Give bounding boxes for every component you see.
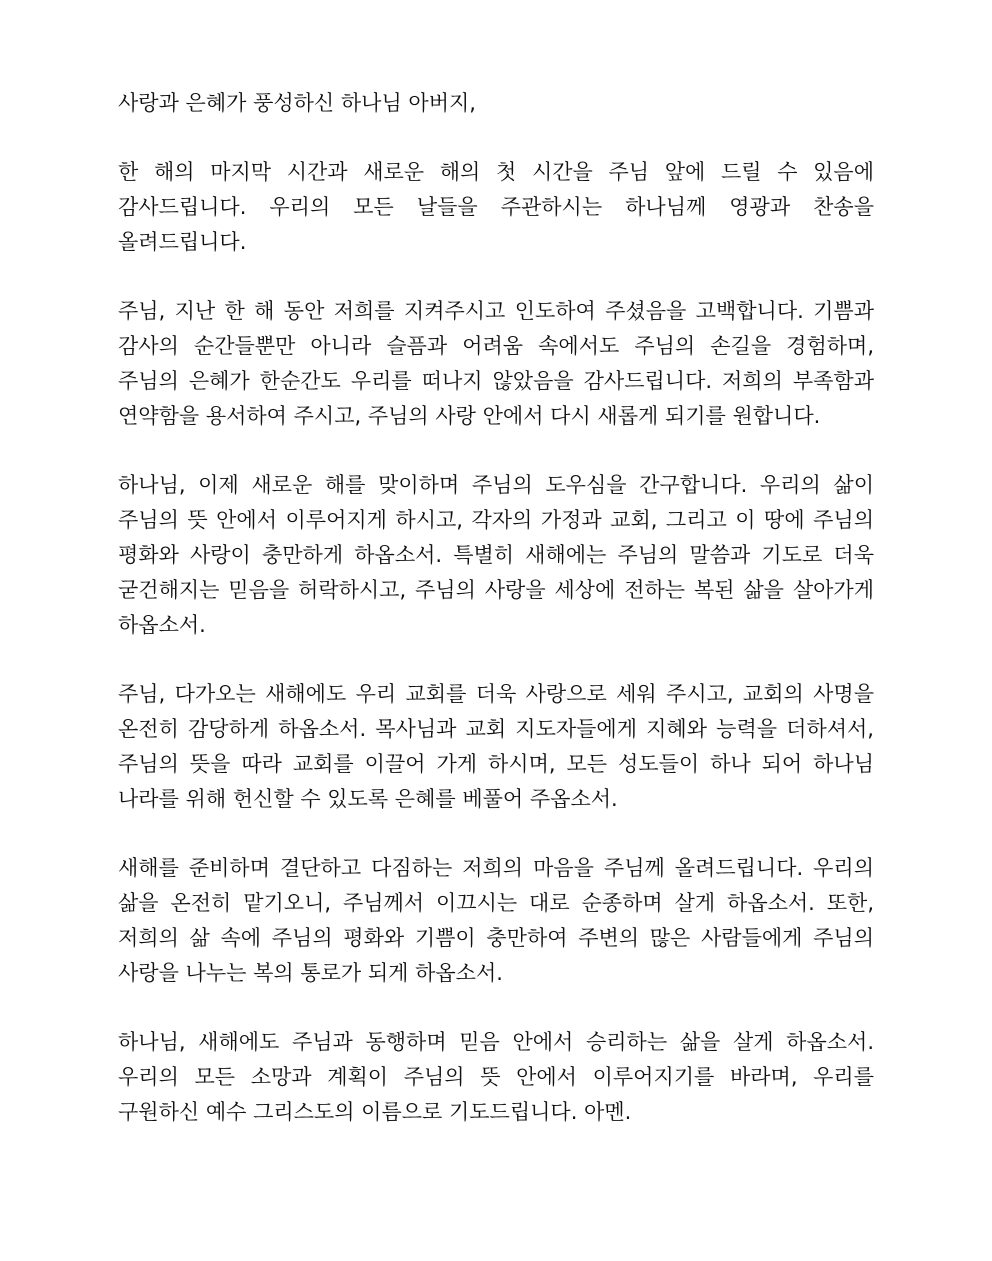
paragraph-closing: 하나님, 새해에도 주님과 동행하며 믿음 안에서 승리하는 삶을 살게 하옵소서. 우리의 모든 소망과 계획이 주님의 뜻 안에서 이루어지기를 바라며, 우리를 구원하신 예수 그리스도의 이름으로 기도드립니다. 아멘. bbox=[118, 1030, 874, 1124]
paragraph-petition: 하나님, 이제 새로운 해를 맞이하며 주님의 도우심을 간구합니다. 우리의 삶이 주님의 뜻 안에서 이루어지게 하시고, 각자의 가정과 교회, 그리고 이 땅에 주님의 평화와 사랑이 충만하게 하옵소서. 특별히 새해에는 주님의 말씀과 기도로 더욱 굳건해지는 믿음을 허락하시고, 주님의 사랑을 세상에 전하는 복된 삶을 살아가게 하옵소서. bbox=[118, 473, 874, 637]
paragraph-confession: 주님, 지난 한 해 동안 저희를 지켜주시고 인도하여 주셨음을 고백합니다. 기쁨과 감사의 순간들뿐만 아니라 슬픔과 어려움 속에서도 주님의 손길을 경험하며, 주님의 은혜가 한순간도 우리를 떠나지 않았음을 감사드립니다. 저희의 부족함과 연약함을 용서하여 주시고, 주님의 사랑 안에서 다시 새롭게 되기를 원합니다. bbox=[118, 299, 874, 428]
prayer-text bbox=[118, 86, 874, 1130]
paragraph-church: 주님, 다가오는 새해에도 우리 교회를 더욱 사랑으로 세워 주시고, 교회의 사명을 온전히 감당하게 하옵소서. 목사님과 교회 지도자들에게 지혜와 능력을 더하셔서, 주님의 뜻을 따라 교회를 이끌어 가게 하시며, 모든 성도들이 하나 되어 하나님 나라를 위해 헌신할 수 있도록 은혜를 베풀어 주옵소서. bbox=[118, 682, 874, 811]
paragraph-salutation: 사랑과 은혜가 풍성하신 하나님 아버지, bbox=[118, 91, 476, 115]
paragraph-thanksgiving: 한 해의 마지막 시간과 새로운 해의 첫 시간을 주님 앞에 드릴 수 있음에 감사드립니다. 우리의 모든 날들을 주관하시는 하나님께 영광과 찬송을 올려드립니다. bbox=[118, 160, 874, 254]
paragraph-resolution: 새해를 준비하며 결단하고 다짐하는 저희의 마음을 주님께 올려드립니다. 우리의 삶을 온전히 맡기오니, 주님께서 이끄시는 대로 순종하며 살게 하옵소서. 또한, 저희의 삶 속에 주님의 평화와 기쁨이 충만하여 주변의 많은 사람들에게 주님의 사랑을 나누는 복의 통로가 되게 하옵소서. bbox=[118, 856, 874, 985]
